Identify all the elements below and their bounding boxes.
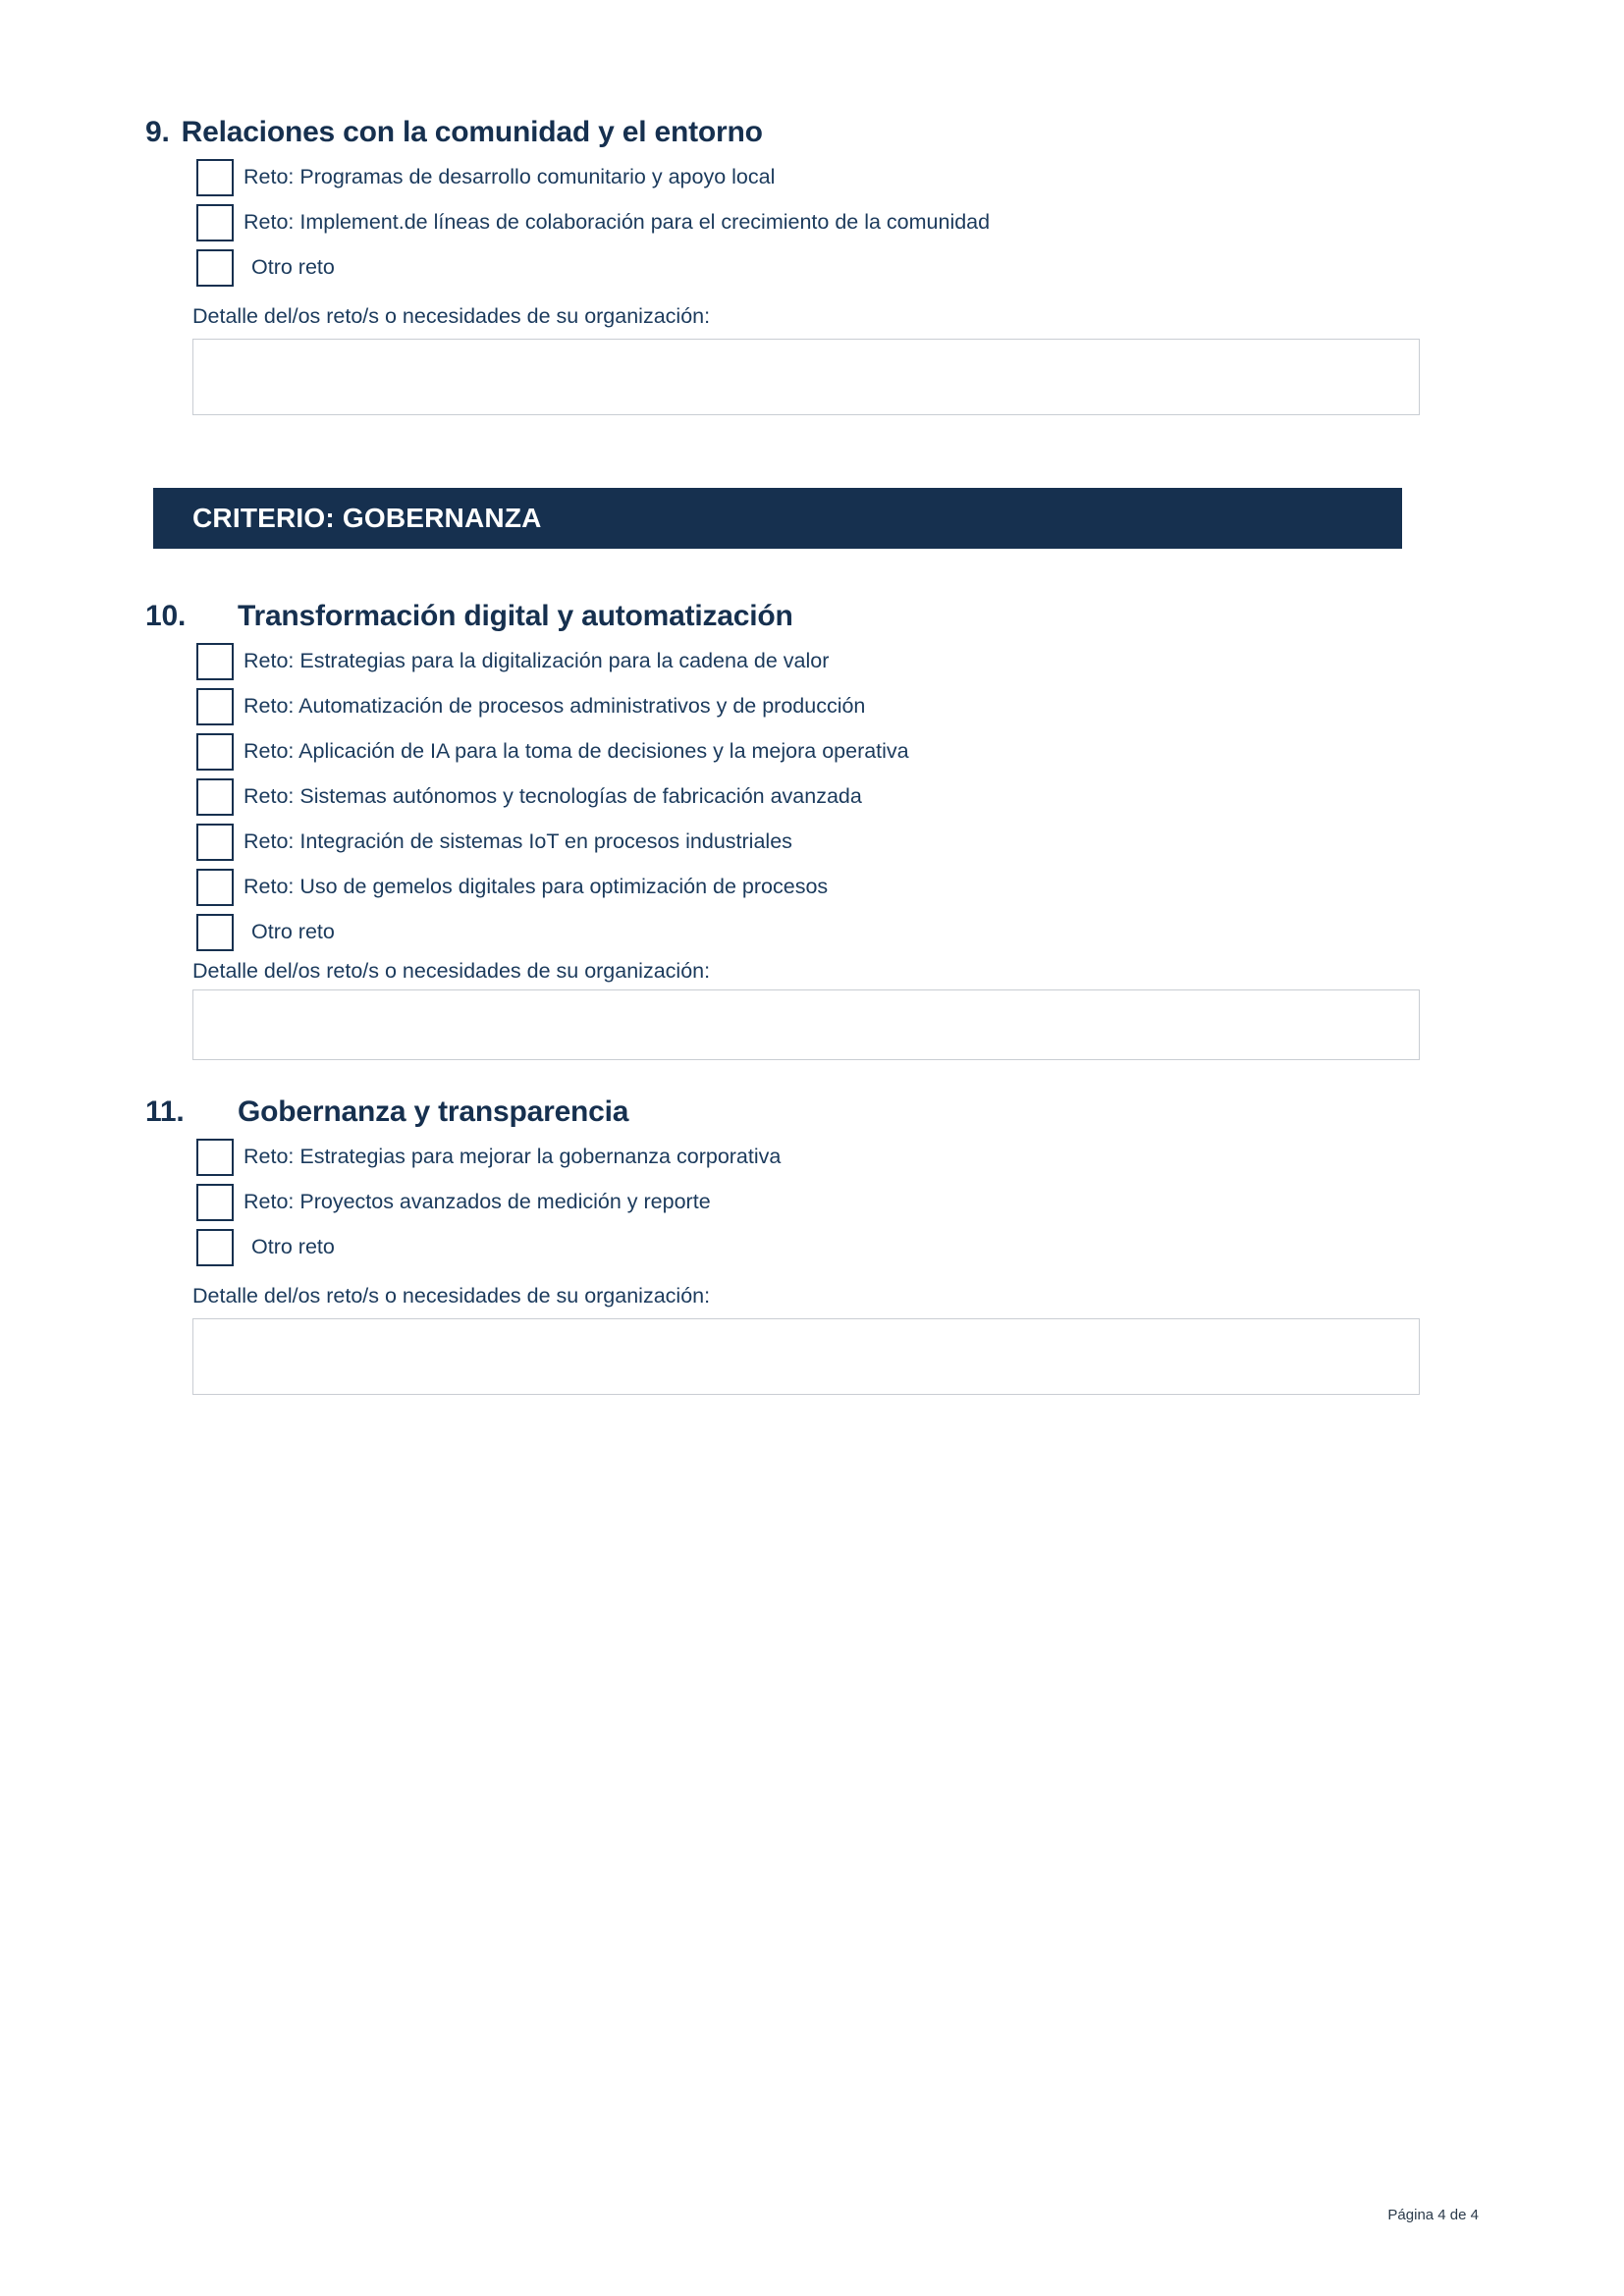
checkbox-row[interactable]	[145, 1139, 1479, 1176]
detail-prompt: Detalle del/os reto/s o necesidades de su organización:	[192, 1284, 711, 1308]
checkbox-row[interactable]	[145, 688, 1479, 725]
checkbox-icon[interactable]	[196, 643, 234, 680]
criterion-banner-label: CRITERIO: GOBERNANZA	[192, 503, 542, 533]
checkbox-row[interactable]	[145, 869, 1479, 906]
section-11-heading	[145, 1095, 1479, 1129]
section-10-number: 10.	[145, 600, 187, 632]
section-10-title: Transformación digital y automatización	[238, 600, 793, 632]
spacer	[145, 1060, 1479, 1095]
section-11-number: 11.	[145, 1095, 185, 1128]
checkbox-label: Otro reto	[251, 920, 335, 944]
checkbox-row[interactable]	[145, 643, 1479, 680]
checkbox-label: Reto: Automatización de procesos administrativos y de producción	[244, 694, 866, 719]
checkbox-label: Reto: Implement.de líneas de colaboración para el crecimiento de la comunidad	[244, 210, 991, 235]
section-10-heading	[145, 600, 1479, 633]
section-9-number: 9.	[145, 116, 170, 148]
checkbox-icon[interactable]	[196, 688, 234, 725]
checkbox-row[interactable]	[145, 733, 1479, 771]
section-9-heading	[145, 116, 1479, 149]
checkbox-icon[interactable]	[196, 1139, 234, 1176]
spacer	[145, 549, 1479, 600]
checkbox-icon[interactable]	[196, 869, 234, 906]
detail-textarea[interactable]	[192, 1318, 1420, 1395]
checkbox-icon[interactable]	[196, 159, 234, 196]
checkbox-label: Reto: Aplicación de IA para la toma de decisiones y la mejora operativa	[244, 739, 909, 764]
section-11-title: Gobernanza y transparencia	[238, 1095, 629, 1128]
checkbox-label: Reto: Sistemas autónomos y tecnologías de fabricación avanzada	[244, 784, 862, 809]
checkbox-row[interactable]	[145, 914, 1479, 951]
checkbox-label: Reto: Integración de sistemas IoT en procesos industriales	[244, 829, 792, 854]
page-footer: Página 4 de 4	[1387, 2207, 1479, 2223]
detail-textarea[interactable]	[192, 989, 1420, 1060]
checkbox-label: Reto: Proyectos avanzados de medición y reporte	[244, 1190, 711, 1214]
section-9	[145, 116, 1479, 415]
checkbox-icon[interactable]	[196, 1184, 234, 1221]
section-10	[145, 600, 1479, 1060]
detail-prompt: Detalle del/os reto/s o necesidades de su organización:	[192, 959, 711, 983]
checkbox-row[interactable]	[145, 249, 1479, 287]
checkbox-icon[interactable]	[196, 204, 234, 241]
checkbox-icon[interactable]	[196, 824, 234, 861]
checkbox-row[interactable]	[145, 778, 1479, 816]
checkbox-label: Otro reto	[251, 1235, 335, 1259]
criterion-banner	[153, 488, 1402, 549]
detail-prompt: Detalle del/os reto/s o necesidades de su organización:	[192, 304, 711, 328]
checkbox-icon[interactable]	[196, 914, 234, 951]
checkbox-row[interactable]	[145, 824, 1479, 861]
checkbox-icon[interactable]	[196, 249, 234, 287]
checkbox-label: Reto: Estrategias para la digitalización para la cadena de valor	[244, 649, 830, 673]
checkbox-label: Otro reto	[251, 255, 335, 280]
checkbox-label: Reto: Estrategias para mejorar la gobernanza corporativa	[244, 1145, 782, 1169]
checkbox-row[interactable]	[145, 204, 1479, 241]
section-9-title: Relaciones con la comunidad y el entorno	[181, 116, 763, 148]
checkbox-icon[interactable]	[196, 1229, 234, 1266]
checkbox-row[interactable]	[145, 1184, 1479, 1221]
checkbox-icon[interactable]	[196, 733, 234, 771]
detail-textarea[interactable]	[192, 339, 1420, 415]
section-11	[145, 1095, 1479, 1395]
checkbox-row[interactable]	[145, 159, 1479, 196]
checkbox-label: Reto: Uso de gemelos digitales para optimización de procesos	[244, 875, 829, 899]
checkbox-label: Reto: Programas de desarrollo comunitario y apoyo local	[244, 165, 776, 189]
checkbox-row[interactable]	[145, 1229, 1479, 1266]
checkbox-icon[interactable]	[196, 778, 234, 816]
